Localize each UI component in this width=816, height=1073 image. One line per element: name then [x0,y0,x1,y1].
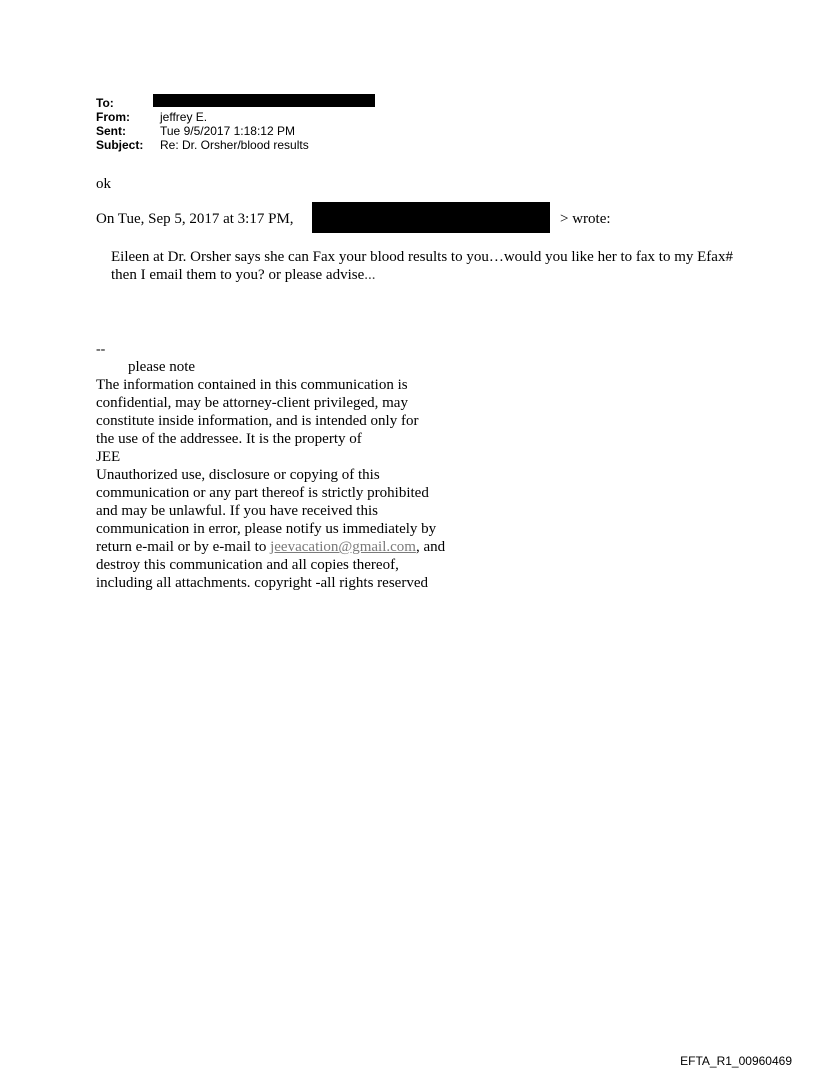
to-label: To: [96,96,114,110]
disclaimer-text-2: , and destroy this communication and all copies thereof, including all attachments. copyright -all rights reserved [96,539,446,591]
redaction-bar-recipient [153,94,375,107]
quote-intro-suffix: > wrote: [560,211,611,227]
disclaimer-email-link[interactable]: jeevacation@gmail.com [270,539,416,555]
document-id: EFTA_R1_00960469 [680,1054,792,1068]
from-value: jeffrey E. [160,110,208,124]
from-label: From: [96,110,130,124]
quote-intro-prefix: On Tue, Sep 5, 2017 at 3:17 PM, [96,211,294,227]
sent-row [96,124,309,138]
quoted-message-ellipsis: ... [364,267,376,283]
signature-disclaimer [96,376,516,592]
subject-value: Re: Dr. Orsher/blood results [160,138,309,152]
sent-label: Sent: [96,124,126,138]
disclaimer-text-1: The information contained in this communication is confidential, may be attorney-client privileged, may constitute inside information, and is intended only for the use of the addressee. It is the property of JEE Unauthorized use, disclosure or copying of this communication or any part thereof is strictly prohibited and may be unlawful. If you have received this communication in error, please notify us immediately by return e-mail or by e-mail to [96,377,437,555]
subject-label: Subject: [96,138,144,152]
signature-separator: -- [96,342,106,357]
redaction-bar-sender [312,202,550,233]
signature-note: please note [128,359,196,375]
reply-text: ok [96,176,111,192]
quoted-message-text: Eileen at Dr. Orsher says she can Fax your blood results to you…would you like her to fax to my Efax# then I email them to you? or please advise [111,249,733,283]
sent-value: Tue 9/5/2017 1:18:12 PM [160,124,295,138]
subject-row [96,138,309,152]
from-row [96,110,309,124]
quoted-message [111,248,751,284]
